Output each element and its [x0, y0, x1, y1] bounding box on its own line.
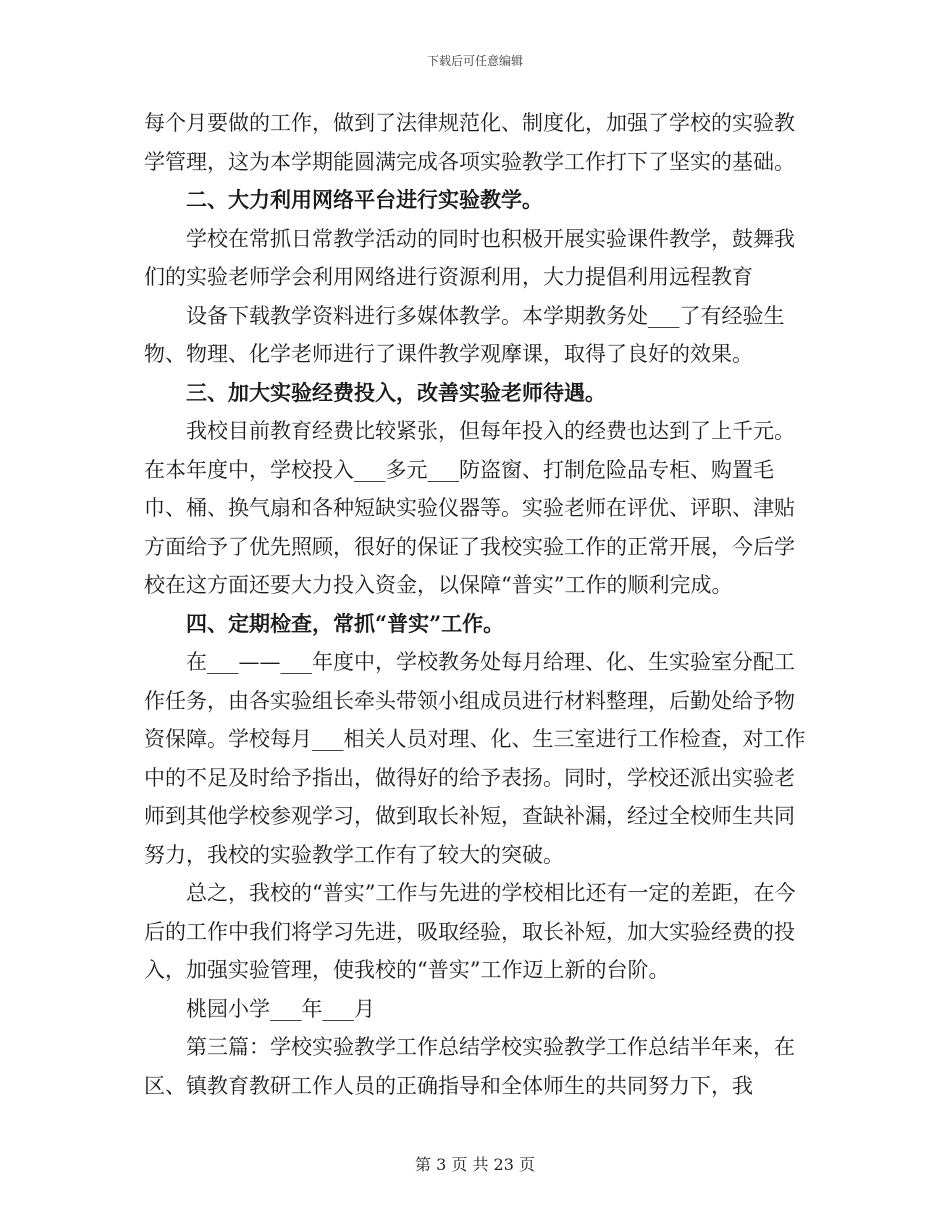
paragraph: 第三篇：学校实验教学工作总结学校实验教学工作总结半年来，在区、镇教育教研工作人员的正确指导和全体师生的共同努力下，我 [144, 1035, 795, 1098]
page-footer: 第 3 页 共 23 页 [415, 1155, 535, 1174]
paragraph: 学校在常抓日常教学活动的同时也积极开展实验课件教学，鼓舞我们的实验老师学会利用网络进行资源利用，大力提倡利用远程教育 [144, 226, 795, 289]
paragraph: 设备下载教学资料进行多媒体教学。本学期教务处___了有经验生物、物理、化学老师进行了课件教学观摩课，取得了良好的效果。 [144, 303, 785, 366]
section-heading: 四、定期检查，常抓“普实”工作。 [186, 610, 505, 636]
paragraph: 每个月要做的工作，做到了法律规范化、制度化，加强了学校的实验教学管理，这为本学期能圆满完成各项实验教学工作打下了坚实的基础。 [144, 111, 795, 174]
document-body [144, 104, 808, 1105]
signature-line: 桃园小学___年___月 [186, 996, 375, 1021]
section-heading: 二、大力利用网络平台进行实验教学。 [186, 187, 543, 212]
section-heading: 三、加大实验经费投入，改善实验老师待遇。 [186, 379, 606, 405]
paragraph: 在___——___年度中，学校教务处每月给理、化、生实验室分配工作任务，由各实验组长牵头带领小组成员进行材料整理，后勤处给予物资保障。学校每月___相关人员对理、化、生三室进行工作检查，对工作中的不足及时给予指出，做得好的给予表扬。同时，学校还派出实验老师到其他学校参观学习，做到取长补短，查缺补漏，经过全校师生共同努力，我校的实验教学工作有了较大的突破。 [144, 650, 806, 867]
paragraph: 我校目前教育经费比较紧张，但每年投入的经费也达到了上千元。在本年度中，学校投入___多元___防盗窗、打制危险品专柜、购置毛巾、桶、换气扇和各种短缺实验仪器等。实验老师在评优、评职、津贴方面给予了优先照顾，很好的保证了我校实验工作的正常开展，今后学校在这方面还要大力投入资金，以保障“普实”工作的顺利完成。 [144, 419, 795, 597]
page-header: 下载后可任意编辑 [426, 54, 523, 68]
paragraph: 总之，我校的“普实”工作与先进的学校相比还有一定的差距，在今后的工作中我们将学习先进，吸取经验，取长补短，加大实验经费的投入，加强实验管理，使我校的“普实”工作迈上新的台阶。 [144, 881, 796, 982]
